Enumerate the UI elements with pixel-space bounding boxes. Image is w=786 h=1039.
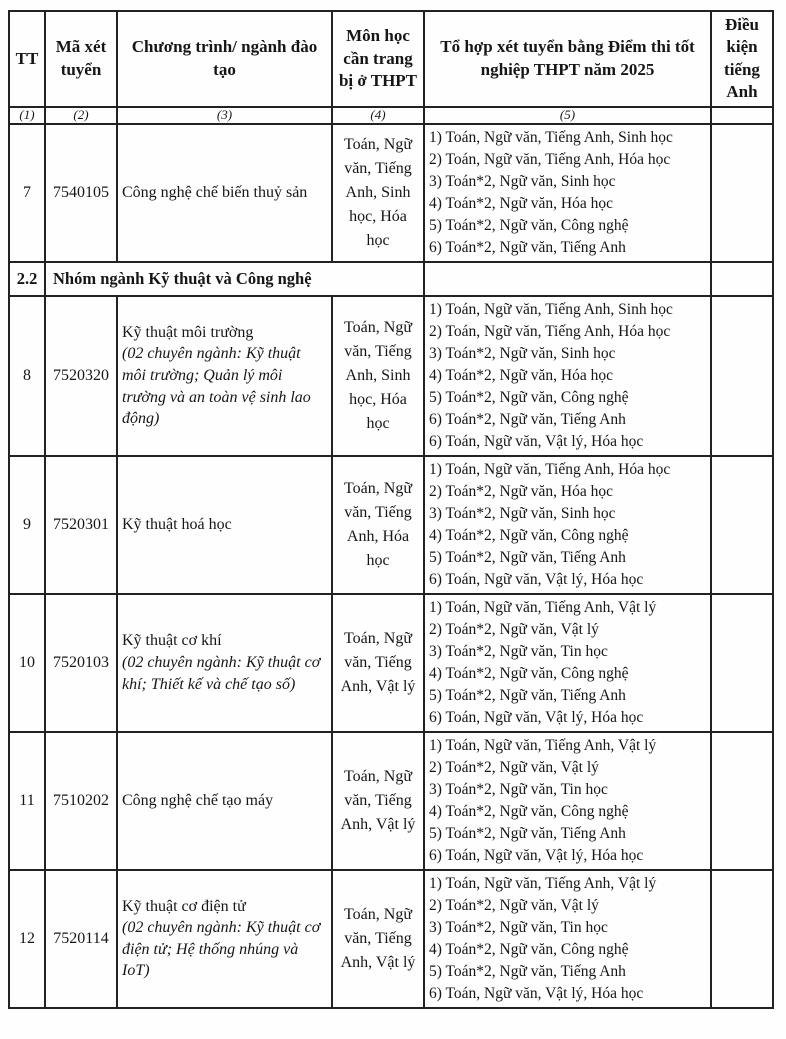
english-condition-cell [711, 456, 773, 594]
english-condition-cell [711, 594, 773, 732]
major-code: 7520301 [45, 456, 117, 594]
combo-list [424, 124, 711, 262]
combo-item: 4) Toán*2, Ngữ văn, Hóa học [429, 194, 613, 212]
combo-item: 1) Toán, Ngữ văn, Tiếng Anh, Sinh học [429, 128, 673, 146]
col-header-code: Mã xét tuyển [45, 11, 117, 107]
col-header-tt: TT [9, 11, 45, 107]
program-cell [117, 870, 332, 1008]
col-header-program: Chương trình/ ngành đào tạo [117, 11, 332, 107]
col-header-english: Điều kiện tiếng Anh [711, 11, 773, 107]
section-combos-empty [424, 262, 711, 296]
row-number: 10 [9, 594, 45, 732]
program-note: (02 chuyên ngành: Kỹ thuật môi trường; Quản lý môi trường và an toàn vệ sinh lao động) [122, 345, 311, 428]
combo-item: 5) Toán*2, Ngữ văn, Công nghệ [429, 216, 629, 234]
combo-item: 5) Toán*2, Ngữ văn, Tiếng Anh [429, 548, 626, 566]
combo-item: 1) Toán, Ngữ văn, Tiếng Anh, Sinh học [429, 300, 673, 318]
major-code: 7520103 [45, 594, 117, 732]
combo-item: 6) Toán, Ngữ văn, Vật lý, Hóa học [429, 984, 644, 1002]
combo-item: 6) Toán*2, Ngữ văn, Tiếng Anh [429, 238, 626, 256]
program-name: Kỹ thuật môi trường [122, 323, 254, 341]
row-number: 11 [9, 732, 45, 870]
col-num-5: (5) [424, 107, 711, 124]
combo-item: 6) Toán, Ngữ văn, Vật lý, Hóa học [429, 708, 644, 726]
row-number: 7 [9, 124, 45, 262]
table-body [9, 124, 773, 1008]
program-name: Kỹ thuật hoá học [122, 515, 232, 533]
combo-item: 4) Toán*2, Ngữ văn, Công nghệ [429, 526, 629, 544]
combo-item: 1) Toán, Ngữ văn, Tiếng Anh, Vật lý [429, 874, 657, 892]
combo-item: 3) Toán*2, Ngữ văn, Tin học [429, 780, 608, 798]
col-num-4: (4) [332, 107, 424, 124]
section-number: 2.2 [9, 262, 45, 296]
combo-item: 3) Toán*2, Ngữ văn, Tin học [429, 642, 608, 660]
header-row [9, 11, 773, 107]
major-code: 7540105 [45, 124, 117, 262]
major-code: 7520114 [45, 870, 117, 1008]
section-english-empty [711, 262, 773, 296]
col-num-2: (2) [45, 107, 117, 124]
section-row [9, 262, 773, 296]
required-subjects: Toán, Ngữ văn, Tiếng Anh, Sinh học, Hóa học [332, 296, 424, 456]
program-name: Công nghệ chế tạo máy [122, 791, 274, 809]
combo-item: 6) Toán, Ngữ văn, Vật lý, Hóa học [429, 846, 644, 864]
row-number: 12 [9, 870, 45, 1008]
major-code: 7510202 [45, 732, 117, 870]
program-name: Kỹ thuật cơ khí [122, 632, 222, 650]
required-subjects: Toán, Ngữ văn, Tiếng Anh, Sinh học, Hóa học [332, 124, 424, 262]
combo-list [424, 594, 711, 732]
major-code: 7520320 [45, 296, 117, 456]
english-condition-cell [711, 870, 773, 1008]
table-row [9, 296, 773, 456]
program-note: (02 chuyên ngành: Kỹ thuật cơ khí; Thiết kế và chế tạo số) [122, 653, 321, 693]
combo-item: 2) Toán*2, Ngữ văn, Vật lý [429, 620, 599, 638]
col-num-6 [711, 107, 773, 124]
combo-item: 6) Toán, Ngữ văn, Vật lý, Hóa học [429, 570, 644, 588]
table-row [9, 732, 773, 870]
col-header-subjects: Môn học cần trang bị ở THPT [332, 11, 424, 107]
required-subjects: Toán, Ngữ văn, Tiếng Anh, Vật lý [332, 732, 424, 870]
combo-item: 3) Toán*2, Ngữ văn, Sinh học [429, 172, 616, 190]
combo-item: 6) Toán*2, Ngữ văn, Tiếng Anh [429, 410, 626, 428]
combo-item: 2) Toán*2, Ngữ văn, Vật lý [429, 758, 599, 776]
english-condition-cell [711, 732, 773, 870]
combo-item: 5) Toán*2, Ngữ văn, Tiếng Anh [429, 686, 626, 704]
program-name: Công nghệ chế biến thuỷ sản [122, 183, 308, 201]
combo-item: 1) Toán, Ngữ văn, Tiếng Anh, Vật lý [429, 598, 657, 616]
required-subjects: Toán, Ngữ văn, Tiếng Anh, Hóa học [332, 456, 424, 594]
row-number: 9 [9, 456, 45, 594]
combo-item: 4) Toán*2, Ngữ văn, Công nghệ [429, 802, 629, 820]
combo-item: 1) Toán, Ngữ văn, Tiếng Anh, Hóa học [429, 460, 671, 478]
admission-table [8, 10, 774, 1009]
column-number-row [9, 107, 773, 124]
combo-item: 5) Toán*2, Ngữ văn, Công nghệ [429, 388, 629, 406]
required-subjects: Toán, Ngữ văn, Tiếng Anh, Vật lý [332, 870, 424, 1008]
combo-item: 2) Toán, Ngữ văn, Tiếng Anh, Hóa học [429, 150, 671, 168]
table-row [9, 870, 773, 1008]
col-num-1: (1) [9, 107, 45, 124]
program-note: (02 chuyên ngành: Kỹ thuật cơ điện tử; Hệ thống nhúng và IoT) [122, 919, 321, 980]
combo-list [424, 296, 711, 456]
combo-item: 5) Toán*2, Ngữ văn, Tiếng Anh [429, 824, 626, 842]
combo-list [424, 732, 711, 870]
combo-item: 3) Toán*2, Ngữ văn, Sinh học [429, 504, 616, 522]
combo-item: 2) Toán, Ngữ văn, Tiếng Anh, Hóa học [429, 322, 671, 340]
program-name: Kỹ thuật cơ điện tử [122, 897, 246, 915]
program-cell [117, 594, 332, 732]
program-cell [117, 296, 332, 456]
combo-list [424, 456, 711, 594]
combo-item: 3) Toán*2, Ngữ văn, Tin học [429, 918, 608, 936]
combo-item: 3) Toán*2, Ngữ văn, Sinh học [429, 344, 616, 362]
section-title: Nhóm ngành Kỹ thuật và Công nghệ [45, 262, 424, 296]
table-row [9, 594, 773, 732]
combo-item: 2) Toán*2, Ngữ văn, Hóa học [429, 482, 613, 500]
combo-item: 4) Toán*2, Ngữ văn, Hóa học [429, 366, 613, 384]
combo-item: 4) Toán*2, Ngữ văn, Công nghệ [429, 940, 629, 958]
col-header-combos: Tổ hợp xét tuyển bằng Điểm thi tốt nghiệp THPT năm 2025 [424, 11, 711, 107]
combo-item: 5) Toán*2, Ngữ văn, Tiếng Anh [429, 962, 626, 980]
combo-item: 2) Toán*2, Ngữ văn, Vật lý [429, 896, 599, 914]
row-number: 8 [9, 296, 45, 456]
program-cell [117, 456, 332, 594]
required-subjects: Toán, Ngữ văn, Tiếng Anh, Vật lý [332, 594, 424, 732]
table-row [9, 456, 773, 594]
table-row [9, 124, 773, 262]
english-condition-cell [711, 124, 773, 262]
combo-list [424, 870, 711, 1008]
program-cell [117, 124, 332, 262]
col-num-3: (3) [117, 107, 332, 124]
combo-item: 6) Toán, Ngữ văn, Vật lý, Hóa học [429, 432, 644, 450]
english-condition-cell [711, 296, 773, 456]
combo-item: 4) Toán*2, Ngữ văn, Công nghệ [429, 664, 629, 682]
combo-item: 1) Toán, Ngữ văn, Tiếng Anh, Vật lý [429, 736, 657, 754]
program-cell [117, 732, 332, 870]
